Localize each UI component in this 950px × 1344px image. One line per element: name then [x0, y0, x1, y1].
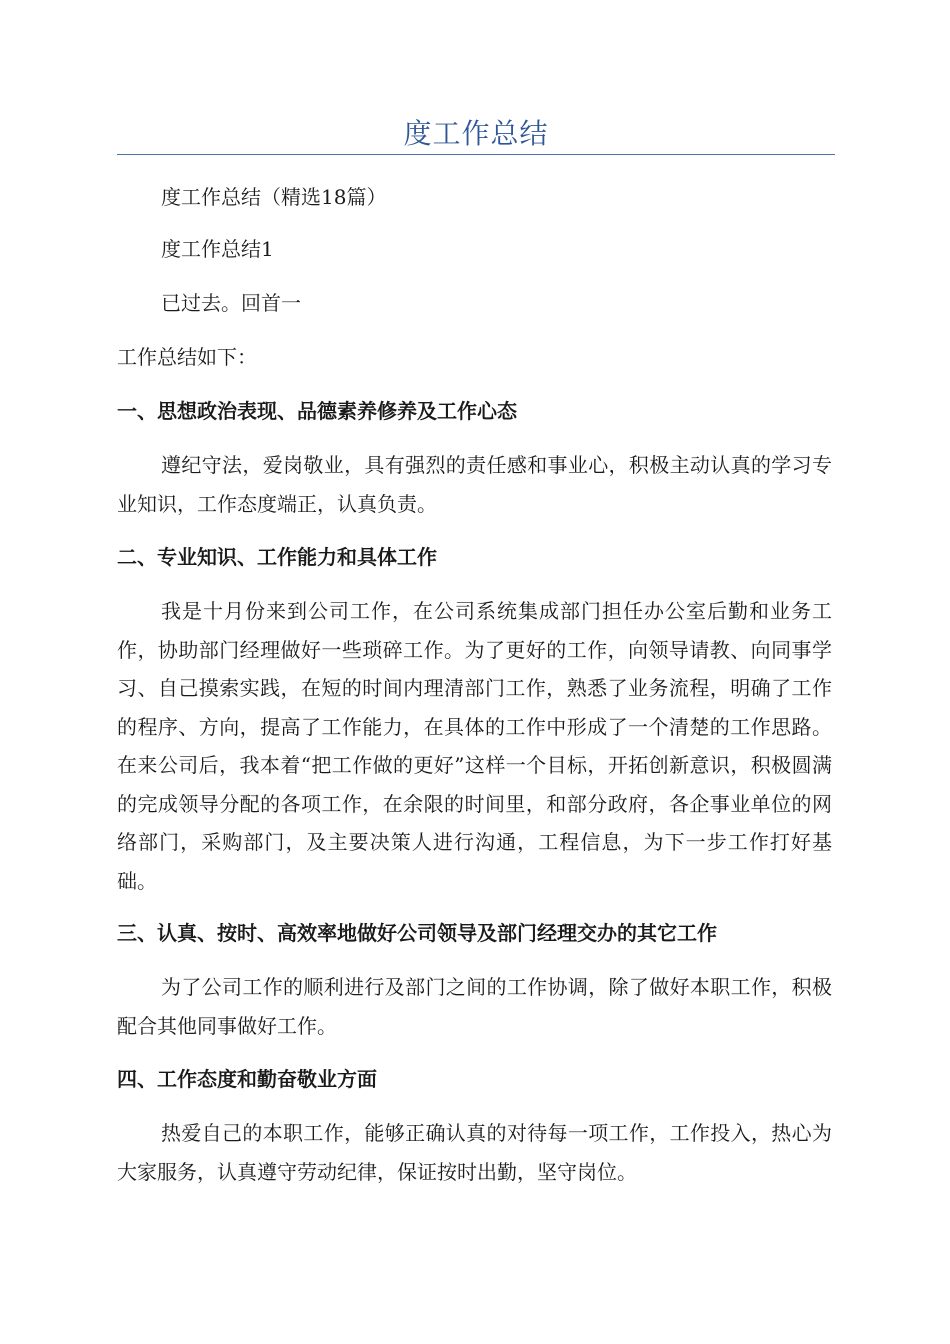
- section-body-4: 热爱自己的本职工作，能够正确认真的对待每一项工作，工作投入，热心为大家服务，认真遵守劳动纪律，保证按时出勤，坚守岗位。: [117, 1121, 832, 1184]
- section-heading-4: 四、工作态度和勤奋敬业方面: [117, 1067, 377, 1091]
- section-body-2: 我是十月份来到公司工作，在公司系统集成部门担任办公室后勤和业务工作，协助部门经理做好一些琐碎工作。为了更好的工作，向领导请教、向同事学习、自己摸索实践，在短的时间内理清部门工作，熟悉了业务流程，明确了工作的程序、方向，提高了工作能力，在具体的工作中形成了一个清楚的工作思路。在来公司后，我本着“把工作做的更好”这样一个目标，开拓创新意识，积极圆满的完成领导分配的各项工作，在余限的时间里，和部分政府，各企事业单位的网络部门，采购部门，及主要决策人进行沟通，工程信息，为下一步工作打好基础。: [117, 599, 832, 893]
- intro-paragraph-1: 已过去。回首一: [161, 291, 301, 315]
- subtitle-line: 度工作总结（精选18篇）: [161, 185, 387, 209]
- section-body-3: 为了公司工作的顺利进行及部门之间的工作协调，除了做好本职工作，积极配合其他同事做好工作。: [117, 975, 832, 1038]
- section-heading-3: 三、认真、按时、高效率地做好公司领导及部门经理交办的其它工作: [117, 921, 717, 945]
- section-body-1: 遵纪守法，爱岗敬业，具有强烈的责任感和事业心，积极主动认真的学习专业知识，工作态度端正，认真负责。: [117, 453, 832, 516]
- section-heading-2: 二、专业知识、工作能力和具体工作: [117, 545, 437, 569]
- document-title: 度工作总结: [403, 117, 549, 150]
- title-underline: [117, 154, 835, 155]
- section-heading-1: 一、思想政治表现、品德素养修养及工作心态: [117, 399, 517, 423]
- intro-paragraph-2: 工作总结如下：: [117, 345, 257, 369]
- entry-title: 度工作总结1: [161, 237, 274, 261]
